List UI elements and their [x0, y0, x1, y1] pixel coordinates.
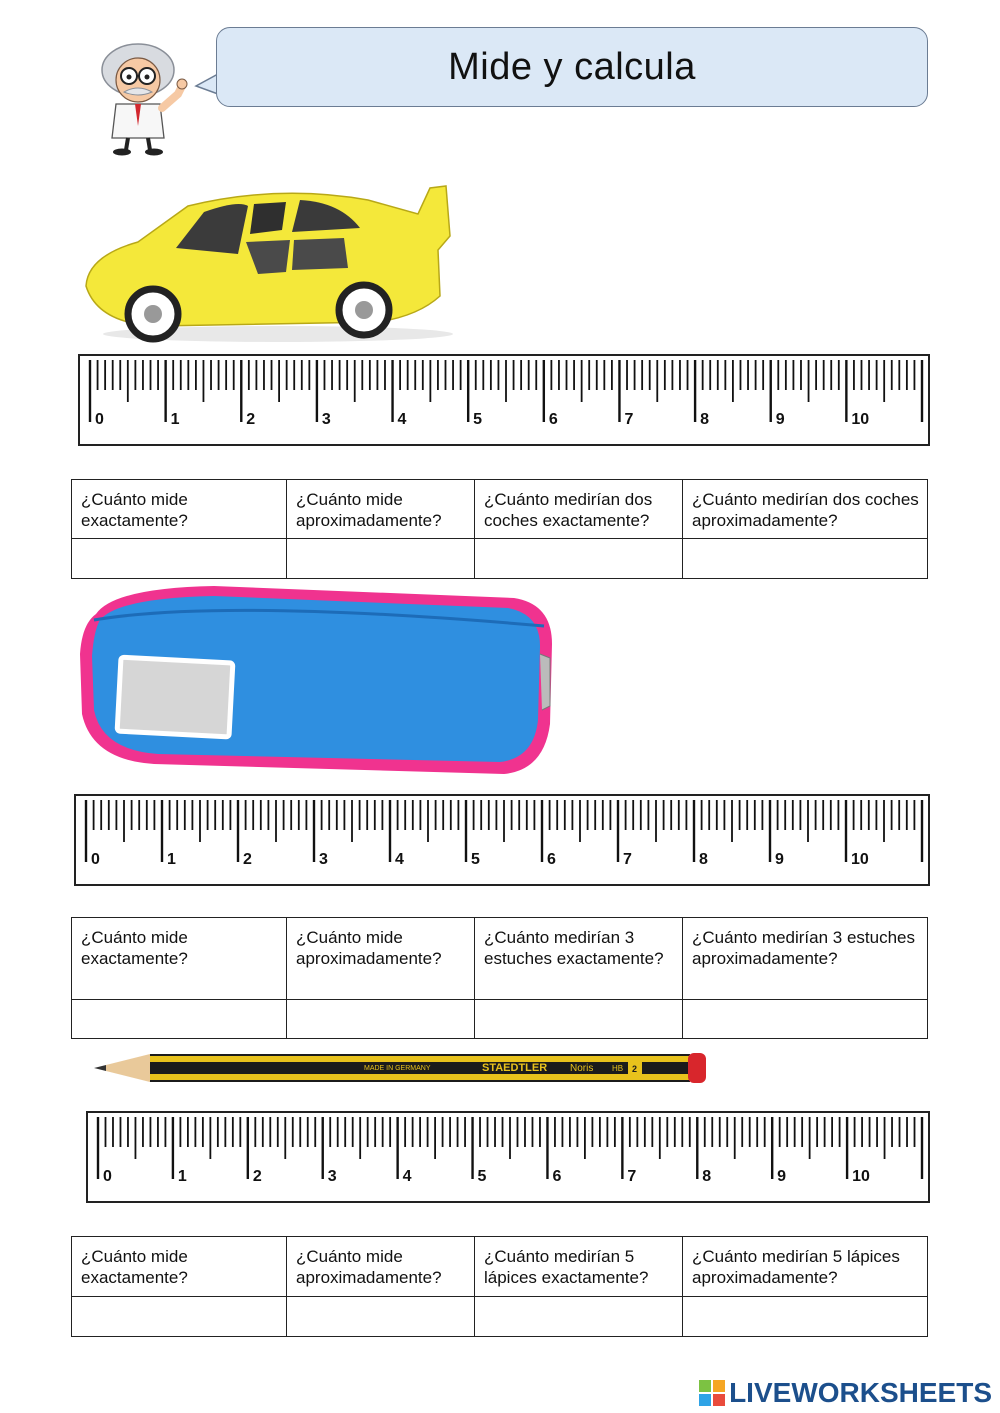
answer-cell[interactable] [683, 539, 928, 579]
page-title: Mide y calcula [448, 45, 696, 88]
ruler-tick-label: 4 [397, 411, 407, 428]
ruler [86, 1111, 930, 1203]
question-cell: ¿Cuánto medirían 5 lápices exactamente? [475, 1237, 683, 1297]
answer-cell[interactable] [683, 1297, 928, 1337]
question-cell: ¿Cuánto medirían 3 estuches exactamente? [475, 918, 683, 1000]
ruler-tick-label: 3 [327, 1168, 337, 1185]
answer-cell[interactable] [475, 1000, 683, 1039]
pencil-origin-text: MADE IN GERMANY [364, 1065, 431, 1072]
answer-cell[interactable] [475, 539, 683, 579]
liveworksheets-logo-icon [699, 1380, 725, 1406]
professor-mascot-icon [80, 38, 210, 156]
pencil-icon [92, 1050, 708, 1086]
questions-table-car [71, 479, 928, 579]
questions-table-pencil-case [71, 917, 928, 1039]
answer-cell[interactable] [287, 539, 475, 579]
ruler-tick-label: 3 [319, 851, 328, 868]
liveworksheets-logo [699, 1376, 992, 1410]
ruler-tick-label: 8 [700, 411, 709, 428]
ruler [74, 794, 930, 886]
ruler-tick-label: 7 [627, 1168, 637, 1185]
ruler-tick-label: 7 [624, 411, 634, 428]
answer-cell[interactable] [287, 1000, 475, 1039]
question-cell: ¿Cuánto mide aproximadamente? [287, 1237, 475, 1297]
answer-cell[interactable] [72, 1297, 287, 1337]
ruler-tick-label: 9 [777, 1168, 787, 1185]
ruler-tick-label: 5 [471, 851, 480, 868]
ruler-tick-label: 4 [402, 1168, 412, 1185]
ruler-tick-label: 5 [473, 411, 483, 428]
ruler-tick-label: 1 [170, 411, 180, 428]
ruler-tick-label: 0 [103, 1168, 112, 1185]
answer-cell[interactable] [72, 1000, 287, 1039]
question-cell: ¿Cuánto mide exactamente? [72, 918, 287, 1000]
answer-cell[interactable] [683, 1000, 928, 1039]
ruler-tick-label: 10 [851, 411, 870, 428]
question-cell: ¿Cuánto mide exactamente? [72, 480, 287, 539]
ruler [78, 354, 930, 446]
ruler-tick-label: 9 [775, 851, 784, 868]
ruler-tick-label: 6 [548, 411, 558, 428]
ruler-tick-label: 1 [177, 1168, 187, 1185]
ruler-tick-label: 7 [623, 851, 632, 868]
ruler-tick-label: 10 [852, 1168, 870, 1185]
question-cell: ¿Cuánto mide aproximadamente? [287, 480, 475, 539]
question-cell: ¿Cuánto mide aproximadamente? [287, 918, 475, 1000]
ruler-tick-label: 1 [167, 851, 176, 868]
ruler-tick-label: 3 [321, 411, 331, 428]
question-cell: ¿Cuánto medirían dos coches exactamente? [475, 480, 683, 539]
question-cell: ¿Cuánto medirían 3 estuches aproximadamente? [683, 918, 928, 1000]
ruler-tick-label: 8 [702, 1168, 712, 1185]
toy-car-icon [78, 176, 470, 346]
answer-cell[interactable] [287, 1297, 475, 1337]
question-cell: ¿Cuánto medirían dos coches aproximadamente? [683, 480, 928, 539]
title-speech-bubble [216, 27, 928, 107]
answer-cell[interactable] [72, 539, 287, 579]
ruler-tick-label: 2 [243, 851, 252, 868]
ruler-tick-label: 0 [91, 851, 100, 868]
ruler-tick-label: 0 [95, 411, 104, 428]
ruler-tick-label: 10 [851, 851, 869, 868]
pencil-number-text: 2 [632, 1064, 638, 1074]
questions-table-pencil [71, 1236, 928, 1337]
pencil-grade-text: HB [612, 1064, 624, 1073]
answer-cell[interactable] [475, 1297, 683, 1337]
pencil-model-text: Noris [570, 1063, 594, 1074]
liveworksheets-logo-text: LIVEWORKSHEETS [729, 1377, 992, 1408]
pencil-case-icon [74, 584, 562, 782]
ruler-tick-label: 2 [246, 411, 256, 428]
ruler-tick-label: 8 [699, 851, 708, 868]
ruler-tick-label: 2 [252, 1168, 262, 1185]
question-cell: ¿Cuánto mide exactamente? [72, 1237, 287, 1297]
ruler-tick-label: 4 [395, 851, 404, 868]
ruler-tick-label: 6 [552, 1168, 562, 1185]
pencil-brand-text: STAEDTLER [482, 1062, 548, 1074]
question-cell: ¿Cuánto medirían 5 lápices aproximadamente? [683, 1237, 928, 1297]
ruler-tick-label: 6 [547, 851, 556, 868]
ruler-tick-label: 5 [477, 1168, 487, 1185]
ruler-tick-label: 9 [775, 411, 785, 428]
